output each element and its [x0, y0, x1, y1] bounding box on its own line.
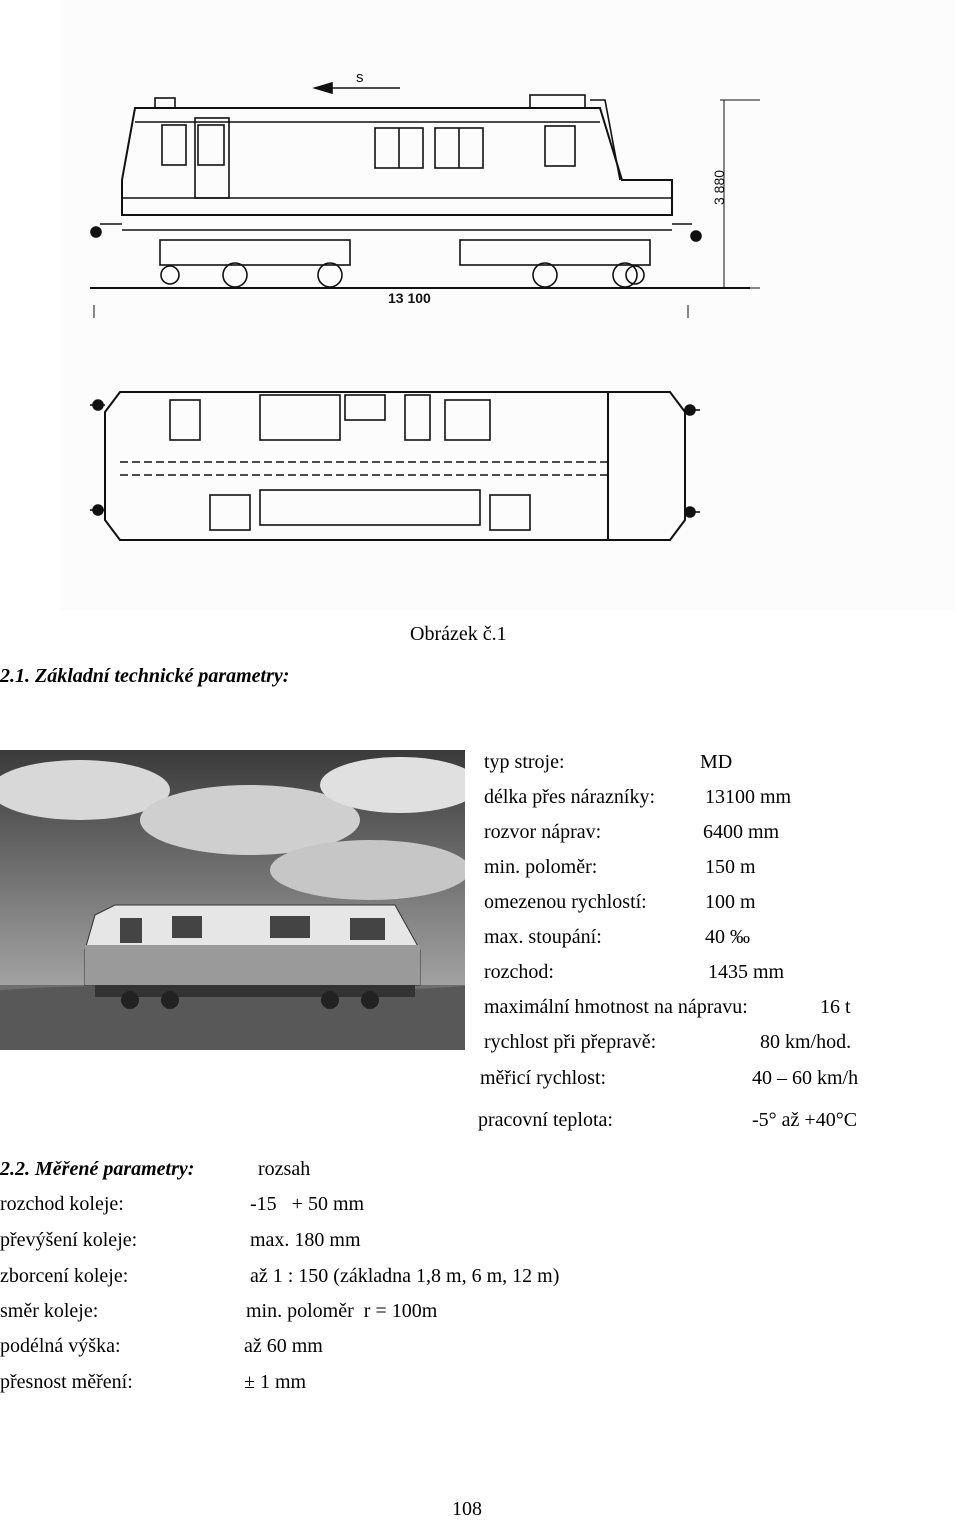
length-label: 13 100 [388, 290, 431, 306]
param-label: zborcení koleje: [0, 1265, 129, 1287]
param-label: rozchod koleje: [0, 1193, 124, 1215]
spec-label: maximální hmotnost na nápravu: [484, 996, 748, 1018]
spec-label: omezenou rychlostí: [484, 891, 647, 913]
vehicle-technical-drawing [60, 0, 955, 610]
param-value: ± 1 mm [244, 1371, 307, 1393]
vehicle-photo [0, 750, 465, 1050]
spec-label: rozchod: [484, 961, 554, 983]
spec-value: 80 km/hod. [760, 1031, 852, 1053]
spec-value: MD [700, 751, 733, 773]
spec-label: min. poloměr: [484, 856, 598, 878]
spec-label: měřicí rychlost: [480, 1067, 607, 1089]
spec-value: -5° až +40°C [752, 1109, 858, 1131]
spec-label: rychlost při přepravě: [484, 1031, 657, 1053]
direction-label: s [356, 69, 364, 86]
spec-value: 40 ‰ [705, 926, 750, 948]
section-2-title: 2.2. Měřené parametry: [0, 1158, 195, 1180]
spec-label: rozvor náprav: [484, 821, 602, 843]
spec-label: pracovní teplota: [478, 1109, 613, 1131]
range-header: rozsah [258, 1158, 311, 1180]
spec-value: 1435 mm [708, 961, 785, 983]
param-value: až 1 : 150 (základna 1,8 m, 6 m, 12 m) [250, 1265, 560, 1287]
page-number: 108 [452, 1498, 482, 1520]
spec-value: 6400 mm [703, 821, 780, 843]
spec-value: 100 m [705, 891, 756, 913]
spec-label: typ stroje: [484, 751, 565, 773]
param-label: podélná výška: [0, 1335, 121, 1357]
spec-value: 16 t [820, 996, 851, 1018]
param-value: min. poloměr r = 100m [246, 1300, 438, 1322]
figure-caption: Obrázek č.1 [410, 623, 507, 645]
spec-value: 150 m [705, 856, 756, 878]
height-label: 3 880 [711, 169, 727, 205]
param-label: směr koleje: [0, 1300, 99, 1322]
param-value: až 60 mm [244, 1335, 323, 1357]
spec-value: 40 – 60 km/h [752, 1067, 859, 1089]
param-label: přesnost měření: [0, 1371, 133, 1393]
param-value: max. 180 mm [250, 1229, 361, 1251]
spec-value: 13100 mm [705, 786, 792, 808]
param-value: -15 + 50 mm [250, 1193, 365, 1215]
spec-label: délka přes nárazníky: [484, 786, 656, 808]
param-label: převýšení koleje: [0, 1229, 138, 1251]
spec-label: max. stoupání: [484, 926, 602, 948]
section-1-title: 2.1. Základní technické parametry: [0, 665, 290, 687]
